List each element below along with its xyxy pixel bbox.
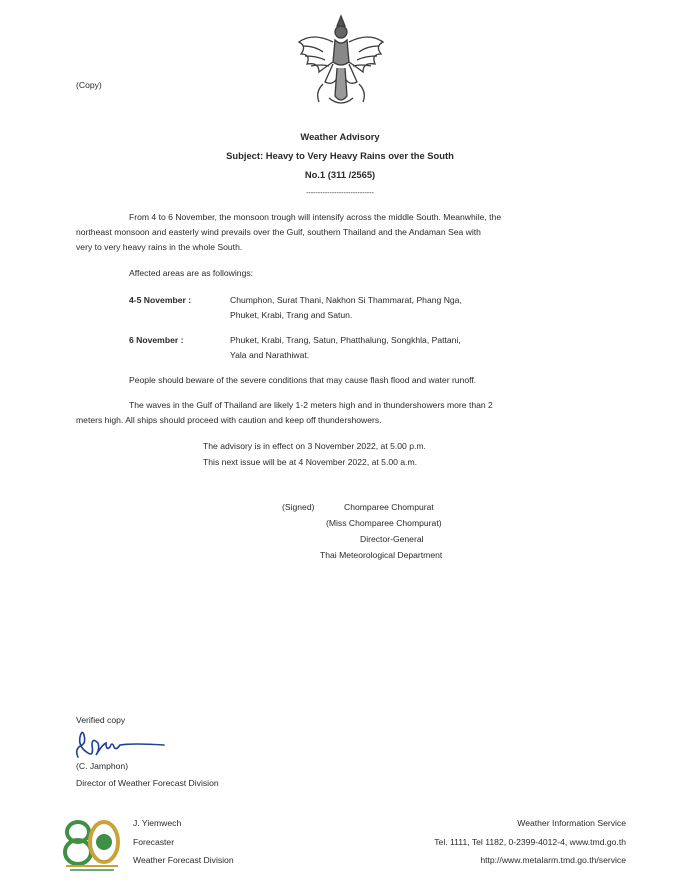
affected-intro: Affected areas are as followings: — [129, 268, 254, 278]
area-date: 4-5 November : — [129, 295, 192, 305]
area-line: Chumphon, Surat Thani, Nakhon Si Thammarat, Phang Nga, — [230, 295, 462, 305]
header-divider: ----------------------------- — [306, 190, 374, 197]
verifier-name: (C. Jamphon) — [76, 761, 129, 771]
document-number: No.1 (311 /2565) — [304, 169, 376, 180]
forecaster-name: J. Yiemwech — [133, 818, 182, 828]
signatory-position: Director-General — [360, 534, 424, 544]
paragraph-line: northeast monsoon and easterly wind prevails over the Gulf, southern Thailand and the Andaman Sea with — [76, 227, 481, 237]
signed-name: Chomparee Chompurat — [344, 502, 434, 512]
service-url: http://www.metalarm.tmd.go.th/service — [480, 855, 626, 865]
anniversary-80-logo — [60, 810, 124, 874]
paragraph-line: From 4 to 6 November, the monsoon trough will intensify across the middle South. Meanwhile, the — [129, 212, 502, 222]
signed-label: (Signed) — [282, 502, 315, 512]
area-line: Yala and Narathiwat. — [230, 350, 310, 360]
document-title: Weather Advisory — [300, 131, 380, 142]
paragraph-line: meters high. All ships should proceed with caution and keep off thundershowers. — [76, 415, 382, 425]
forecaster-division: Weather Forecast Division — [133, 855, 234, 865]
verifier-position: Director of Weather Forecast Division — [76, 778, 219, 788]
area-line: Phuket, Krabi, Trang and Satun. — [230, 310, 353, 320]
area-date: 6 November : — [129, 335, 184, 345]
paragraph-beware: People should beware of the severe conditions that may cause flash flood and water runoff. — [129, 375, 477, 385]
signatory-full-name: (Miss Chomparee Chompurat) — [326, 518, 442, 528]
handwritten-signature — [72, 727, 172, 763]
service-name: Weather Information Service — [517, 818, 626, 828]
forecaster-role: Forecaster — [133, 837, 175, 847]
area-line: Phuket, Krabi, Trang, Satun, Phatthalung, Songkhla, Pattani, — [230, 335, 461, 345]
signatory-department: Thai Meteorological Department — [320, 550, 443, 560]
document-subject: Subject: Heavy to Very Heavy Rains over the South — [226, 150, 454, 161]
effect-line: The advisory is in effect on 3 November 2022, at 5.00 p.m. — [203, 441, 426, 451]
paragraph-line: very to very heavy rains in the whole South. — [76, 242, 243, 252]
paragraph-line: The waves in the Gulf of Thailand are likely 1-2 meters high and in thundershowers more than 2 — [129, 400, 493, 410]
next-issue-line: This next issue will be at 4 November 2022, at 5.00 a.m. — [203, 457, 417, 467]
copy-mark: (Copy) — [76, 80, 102, 90]
garuda-emblem — [293, 12, 389, 110]
verified-copy-label: Verified copy — [76, 715, 126, 725]
service-phone: Tel. 1111, Tel 1182, 0-2399-4012-4, www.tmd.go.th — [434, 837, 626, 847]
